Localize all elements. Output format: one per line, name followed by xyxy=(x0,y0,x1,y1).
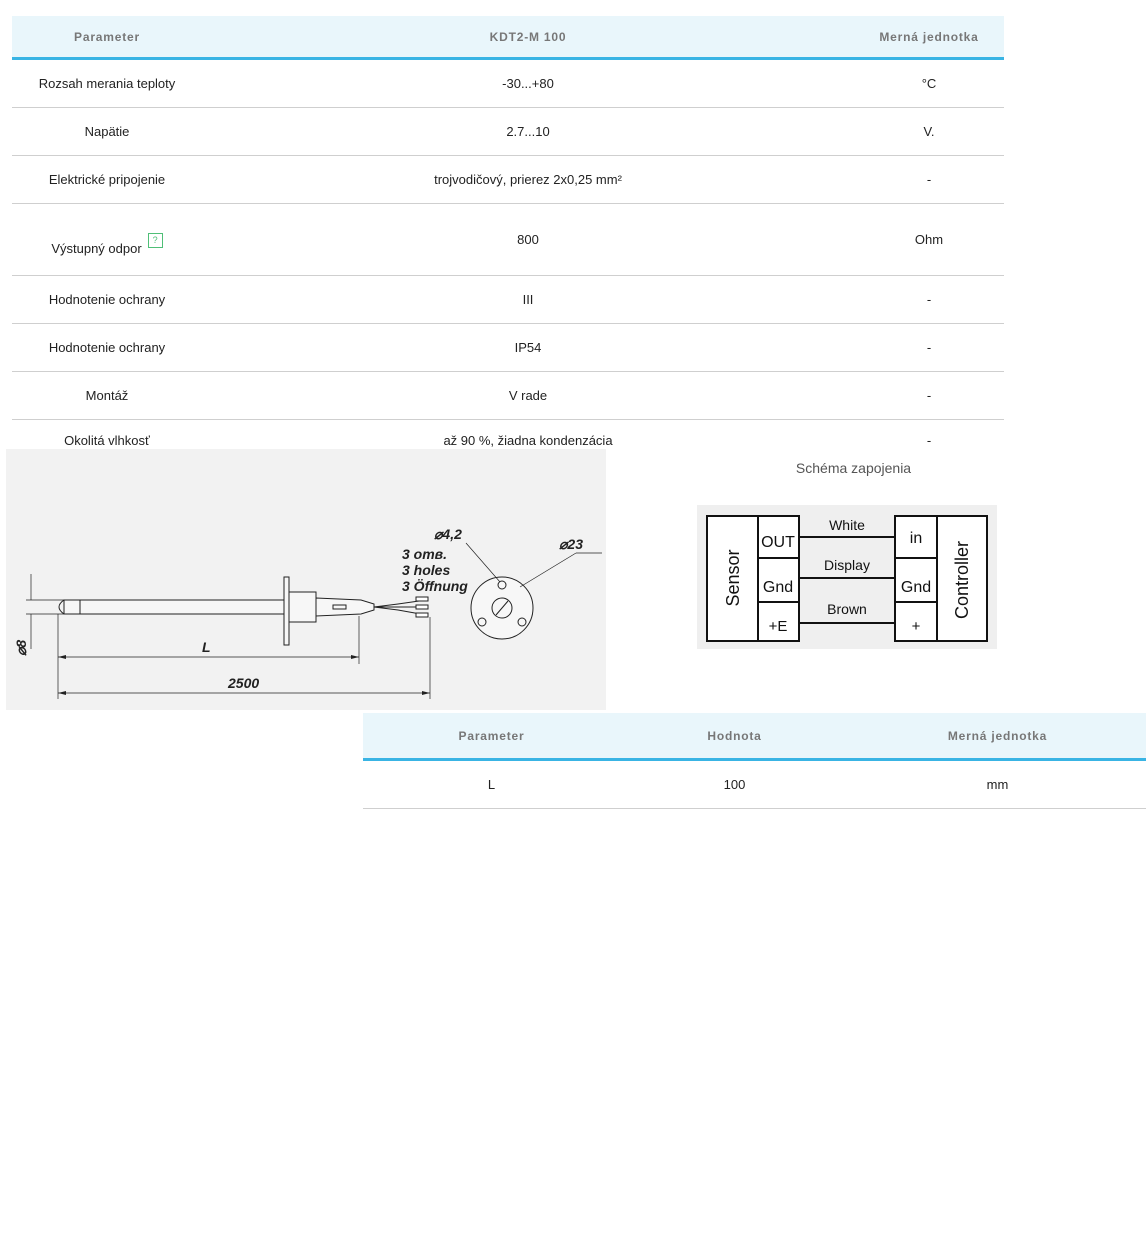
row-parameter: Okolitá vlhkosť xyxy=(64,432,150,448)
row-parameter: Montáž xyxy=(12,372,202,420)
row-parameter: Hodnotenie ochrany xyxy=(12,324,202,372)
sensor-pin-out: OUT xyxy=(761,534,795,551)
table-row xyxy=(12,108,1004,156)
row-parameter: Hodnotenie ochrany xyxy=(12,276,202,324)
row-value: 100 xyxy=(620,760,849,809)
wiring-title: Schéma zapojenia xyxy=(795,460,912,476)
holes-label-ru: 3 отв. xyxy=(402,546,448,562)
table-row xyxy=(12,156,1004,204)
table-row xyxy=(12,276,1004,324)
row-value: IP54 xyxy=(202,324,854,372)
spec-table xyxy=(12,16,1004,460)
row-parameter: Napätie xyxy=(12,108,202,156)
row-parameter: Výstupný odpor xyxy=(51,241,142,256)
row-parameter: L xyxy=(363,760,620,809)
cable-length-label: 2500 xyxy=(228,675,260,691)
row-unit: Ohm xyxy=(854,204,1004,276)
row-unit: - xyxy=(854,156,1004,204)
drawing-svg xyxy=(6,449,606,710)
row-value: 2.7...10 xyxy=(202,108,854,156)
row-value: 800 xyxy=(202,204,854,276)
row-parameter: Rozsah merania teploty xyxy=(12,59,202,108)
sensor-pin-gnd: Gnd xyxy=(762,579,794,596)
table-row xyxy=(363,760,1146,809)
sensor-label: Sensor xyxy=(723,549,743,607)
dimensions-table xyxy=(363,713,1146,809)
row-value: trojvodičový, prierez 2x0,25 mm² xyxy=(202,156,854,204)
row-unit: - xyxy=(926,432,932,448)
row-unit: V. xyxy=(854,108,1004,156)
row-unit: - xyxy=(854,324,1004,372)
table-row xyxy=(12,204,1004,276)
holes-label-en: 3 holes xyxy=(402,562,451,578)
row-unit: - xyxy=(854,372,1004,420)
row-value: až 90 %, žiadna kondenzácia xyxy=(443,432,613,448)
spec-header-parameter: Parameter xyxy=(12,16,202,59)
dims-header-row xyxy=(363,713,1146,760)
spec-header-unit: Merná jednotka xyxy=(854,16,1004,59)
spec-header-model: KDT2-M 100 xyxy=(202,16,854,59)
probe-diameter-label: ⌀8 xyxy=(13,639,29,656)
sensor-pin-power: +E xyxy=(768,618,788,635)
dims-header-parameter: Parameter xyxy=(363,713,620,760)
sensor-dimension-drawing xyxy=(6,449,606,710)
row-unit: - xyxy=(854,276,1004,324)
wire-brown-label: Brown xyxy=(827,601,867,617)
help-icon[interactable]: ? xyxy=(148,233,163,248)
spec-header-row xyxy=(12,16,1004,59)
row-unit: mm xyxy=(849,760,1146,809)
table-row xyxy=(12,324,1004,372)
holes-label-de: 3 Öffnung xyxy=(402,578,468,594)
row-parameter-cell xyxy=(12,204,202,276)
wire-white-label: White xyxy=(829,517,865,533)
wiring-diagram xyxy=(697,505,997,649)
row-value: V rade xyxy=(202,372,854,420)
table-row xyxy=(12,59,1004,108)
row-value: -30...+80 xyxy=(202,59,854,108)
row-parameter: Elektrické pripojenie xyxy=(12,156,202,204)
wire-display-label: Display xyxy=(824,557,870,573)
controller-label: Controller xyxy=(952,540,972,620)
controller-pin-in: in xyxy=(909,530,923,547)
length-label: L xyxy=(202,639,211,655)
controller-pin-plus: + xyxy=(911,618,921,635)
dims-header-unit: Merná jednotka xyxy=(849,713,1146,760)
controller-pin-gnd: Gnd xyxy=(900,579,932,596)
row-unit: °C xyxy=(854,59,1004,108)
hole-diameter-label: ⌀4,2 xyxy=(434,526,462,542)
dims-header-value: Hodnota xyxy=(620,713,849,760)
row-value: III xyxy=(202,276,854,324)
flange-diameter-label: ⌀23 xyxy=(559,536,584,552)
wiring-svg xyxy=(697,505,997,649)
table-row xyxy=(12,372,1004,420)
